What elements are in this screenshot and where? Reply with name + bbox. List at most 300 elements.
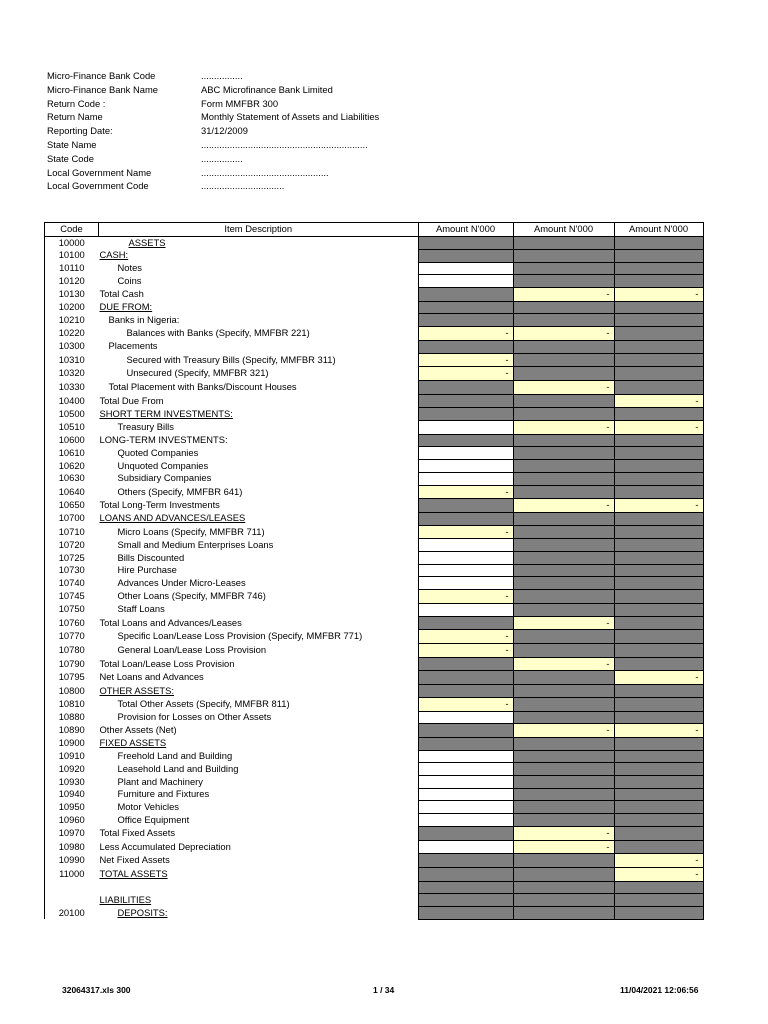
row-description (99, 314, 419, 327)
row-code: 10810 (45, 697, 99, 711)
table-row (45, 353, 704, 367)
amount-cell-2[interactable]: - (513, 657, 614, 671)
table-row (45, 814, 704, 827)
row-code: 10725 (45, 552, 99, 565)
amount-cell-2 (513, 630, 614, 644)
amount-cell-3 (614, 353, 703, 367)
header-field (47, 110, 379, 124)
header-field-label: Local Government Code (47, 180, 149, 192)
row-description-text: Subsidiary Companies (117, 472, 212, 484)
table-row (45, 907, 704, 920)
col-header-description: Item Description (99, 223, 419, 237)
amount-cell-1[interactable]: - (418, 644, 513, 658)
row-description (99, 685, 419, 698)
amount-cell-3[interactable]: - (614, 854, 703, 868)
header-field-label: State Code (47, 152, 94, 164)
amount-cell-3 (614, 512, 703, 525)
row-description-text: TOTAL ASSETS (99, 867, 168, 879)
amount-cell-3 (614, 894, 703, 907)
amount-cell-1 (418, 340, 513, 353)
amount-cell-3 (614, 249, 703, 262)
row-description-text: Micro Loans (Specify, MMFBR 711) (117, 525, 265, 537)
amount-cell-1 (418, 894, 513, 907)
row-description (99, 327, 419, 341)
amount-cell-3 (614, 472, 703, 485)
header-field-label: Return Name (47, 111, 103, 123)
amount-cell-1 (418, 907, 513, 920)
row-code: 10890 (45, 724, 99, 738)
amount-cell-3 (614, 630, 703, 644)
row-description (99, 288, 419, 302)
row-description (99, 236, 419, 249)
col-header-amount-3: Amount N'000 (614, 223, 703, 237)
table-row (45, 840, 704, 854)
row-description-text: SHORT TERM INVESTMENTS: (99, 407, 233, 419)
col-header-code: Code (45, 223, 99, 237)
row-code: 10770 (45, 630, 99, 644)
row-description-text: Furniture and Fixtures (117, 788, 210, 800)
amount-cell-3 (614, 616, 703, 630)
row-description (99, 697, 419, 711)
amount-cell-1[interactable] (418, 421, 513, 435)
amount-cell-3[interactable]: - (614, 421, 703, 435)
amount-cell-1[interactable] (418, 539, 513, 552)
row-description (99, 539, 419, 552)
header-field-label: State Name (47, 138, 97, 150)
table-row (45, 697, 704, 711)
row-description (99, 763, 419, 776)
amount-cell-1[interactable] (418, 776, 513, 789)
table-row (45, 894, 704, 907)
table-row (45, 421, 704, 435)
table-row (45, 394, 704, 408)
row-description (99, 644, 419, 658)
amount-cell-1[interactable] (418, 577, 513, 590)
row-description (99, 724, 419, 738)
amount-cell-3 (614, 327, 703, 341)
amount-cell-1[interactable] (418, 262, 513, 275)
amount-cell-3 (614, 657, 703, 671)
amount-cell-2 (513, 460, 614, 473)
table-row (45, 826, 704, 840)
amount-cell-2 (513, 644, 614, 658)
row-code: 10100 (45, 249, 99, 262)
header-field-value: ABC Microfinance Bank Limited (201, 83, 333, 95)
amount-cell-2 (513, 512, 614, 525)
header-field-label: Reporting Date: (47, 125, 113, 137)
amount-cell-1[interactable] (418, 763, 513, 776)
amount-cell-3 (614, 434, 703, 447)
amount-cell-1 (418, 867, 513, 881)
row-description-text: Total Long-Term Investments (99, 499, 220, 511)
row-description-text: Unsecured (Specify, MMFBR 321) (126, 367, 269, 379)
row-description (99, 881, 419, 894)
amount-cell-3 (614, 881, 703, 894)
amount-cell-1[interactable] (418, 447, 513, 460)
amount-cell-1 (418, 854, 513, 868)
amount-cell-1[interactable] (418, 711, 513, 724)
amount-cell-2 (513, 737, 614, 750)
footer-filename: 32064317.xls 300 (62, 985, 131, 995)
table-row (45, 801, 704, 814)
row-description (99, 460, 419, 473)
table-row (45, 763, 704, 776)
table-row (45, 380, 704, 394)
table-row (45, 288, 704, 302)
row-description-text: Motor Vehicles (117, 800, 179, 812)
row-code: 10130 (45, 288, 99, 302)
amount-cell-2 (513, 590, 614, 604)
amount-cell-3[interactable]: - (614, 288, 703, 302)
amount-cell-3 (614, 460, 703, 473)
amount-cell-1[interactable]: - (418, 327, 513, 341)
row-code: 10990 (45, 854, 99, 868)
amount-cell-2 (513, 881, 614, 894)
amount-cell-1 (418, 616, 513, 630)
amount-cell-2 (513, 697, 614, 711)
table-row (45, 512, 704, 525)
row-description (99, 711, 419, 724)
table-row (45, 434, 704, 447)
amount-cell-3 (614, 539, 703, 552)
row-description-text: Small and Medium Enterprises Loans (117, 538, 274, 550)
amount-cell-1 (418, 724, 513, 738)
amount-cell-3 (614, 525, 703, 539)
row-description-text: Placements (108, 340, 158, 352)
amount-cell-1[interactable] (418, 788, 513, 801)
row-code: 10400 (45, 394, 99, 408)
table-row (45, 750, 704, 763)
table-row (45, 590, 704, 604)
amount-cell-3[interactable]: - (614, 394, 703, 408)
amount-cell-2[interactable]: - (513, 724, 614, 738)
row-code: 10110 (45, 262, 99, 275)
table-row (45, 685, 704, 698)
header-field-value: 31/12/2009 (201, 125, 248, 137)
row-description (99, 262, 419, 275)
amount-cell-3 (614, 408, 703, 421)
amount-cell-3 (614, 801, 703, 814)
row-code: 10510 (45, 421, 99, 435)
row-description (99, 840, 419, 854)
amount-cell-2 (513, 564, 614, 577)
amount-cell-3[interactable]: - (614, 724, 703, 738)
amount-cell-2 (513, 539, 614, 552)
row-description-text: Secured with Treasury Bills (Specify, MMFBR 311) (126, 353, 336, 365)
row-description (99, 671, 419, 685)
amount-cell-1 (418, 685, 513, 698)
table-row (45, 577, 704, 590)
amount-cell-1 (418, 512, 513, 525)
row-code: 10930 (45, 776, 99, 789)
row-code: 10910 (45, 750, 99, 763)
row-code: 10650 (45, 499, 99, 513)
amount-cell-2 (513, 776, 614, 789)
row-description-text: Hire Purchase (117, 564, 177, 576)
row-description-text: Other Assets (Net) (99, 724, 177, 736)
table-row (45, 327, 704, 341)
row-description-text: Total Cash (99, 288, 144, 300)
amount-cell-1[interactable] (418, 750, 513, 763)
table-row (45, 776, 704, 789)
amount-cell-2[interactable]: - (513, 826, 614, 840)
row-description-text: Freehold Land and Building (117, 750, 233, 762)
amount-cell-2 (513, 603, 614, 616)
row-description (99, 249, 419, 262)
header-field-value: ................................................. (201, 166, 329, 178)
header-field-label: Micro-Finance Bank Name (47, 83, 158, 95)
table-row (45, 485, 704, 499)
header-field (47, 166, 379, 180)
row-code: 10330 (45, 380, 99, 394)
amount-cell-3 (614, 763, 703, 776)
row-code: 10970 (45, 826, 99, 840)
row-code: 10710 (45, 525, 99, 539)
amount-cell-1 (418, 657, 513, 671)
amount-cell-3 (614, 603, 703, 616)
table-row (45, 867, 704, 881)
amount-cell-2[interactable]: - (513, 327, 614, 341)
amount-cell-1 (418, 671, 513, 685)
header-field (47, 124, 379, 138)
amount-cell-3 (614, 380, 703, 394)
amount-cell-1 (418, 394, 513, 408)
row-code: 10300 (45, 340, 99, 353)
amount-cell-2[interactable]: - (513, 616, 614, 630)
header-field-value: ................ (201, 70, 243, 81)
table-row (45, 854, 704, 868)
row-description-text: General Loan/Lease Loss Provision (117, 644, 267, 655)
amount-cell-2 (513, 552, 614, 565)
row-description-text: Net Loans and Advances (99, 671, 204, 683)
amount-cell-2 (513, 275, 614, 288)
row-code: 10740 (45, 577, 99, 590)
row-code: 10600 (45, 434, 99, 447)
amount-cell-1 (418, 380, 513, 394)
amount-cell-3 (614, 697, 703, 711)
amount-cell-1[interactable] (418, 801, 513, 814)
table-row (45, 340, 704, 353)
amount-cell-2[interactable]: - (513, 499, 614, 513)
row-code: 10880 (45, 711, 99, 724)
row-code: 10320 (45, 367, 99, 381)
table-row (45, 314, 704, 327)
table-row (45, 301, 704, 314)
amount-cell-1 (418, 434, 513, 447)
row-description (99, 472, 419, 485)
amount-cell-1[interactable]: - (418, 525, 513, 539)
amount-cell-1[interactable]: - (418, 367, 513, 381)
row-description-text: FIXED ASSETS (99, 737, 167, 749)
amount-cell-2 (513, 394, 614, 408)
amount-cell-3 (614, 590, 703, 604)
amount-cell-3 (614, 301, 703, 314)
row-description-text: Others (Specify, MMFBR 641) (117, 485, 243, 497)
amount-cell-2 (513, 577, 614, 590)
row-code: 10000 (45, 236, 99, 249)
row-description-text: Coins (117, 274, 142, 286)
amount-cell-2 (513, 472, 614, 485)
row-description-text: Leasehold Land and Building (117, 762, 239, 774)
amount-cell-1[interactable]: - (418, 590, 513, 604)
row-description-text: Balances with Banks (Specify, MMFBR 221) (126, 327, 310, 339)
table-row (45, 408, 704, 421)
row-code: 20100 (45, 907, 99, 920)
amount-cell-3 (614, 367, 703, 381)
row-description (99, 801, 419, 814)
amount-cell-1 (418, 249, 513, 262)
amount-cell-2 (513, 236, 614, 249)
assets-liabilities-table (44, 222, 704, 920)
amount-cell-1[interactable] (418, 460, 513, 473)
amount-cell-3 (614, 485, 703, 499)
table-row (45, 724, 704, 738)
amount-cell-3[interactable]: - (614, 867, 703, 881)
row-description-text: Banks in Nigeria: (108, 313, 180, 325)
row-description-text: Bills Discounted (117, 551, 185, 563)
row-description-text: ASSETS (128, 236, 166, 248)
table-row (45, 788, 704, 801)
row-description (99, 630, 419, 644)
row-description (99, 394, 419, 408)
row-code: 10950 (45, 801, 99, 814)
amount-cell-1[interactable]: - (418, 630, 513, 644)
row-code: 10960 (45, 814, 99, 827)
header-field-value: Form MMFBR 300 (201, 97, 279, 109)
row-code: 10120 (45, 275, 99, 288)
amount-cell-3[interactable]: - (614, 499, 703, 513)
amount-cell-1 (418, 737, 513, 750)
row-description (99, 867, 419, 881)
row-code: 10630 (45, 472, 99, 485)
amount-cell-1 (418, 499, 513, 513)
row-description (99, 854, 419, 868)
amount-cell-3 (614, 447, 703, 460)
amount-cell-3 (614, 826, 703, 840)
amount-cell-2 (513, 671, 614, 685)
table-row (45, 236, 704, 249)
row-description (99, 750, 419, 763)
amount-cell-1[interactable] (418, 552, 513, 565)
row-description (99, 577, 419, 590)
row-description-text: OTHER ASSETS: (99, 684, 174, 696)
row-description (99, 826, 419, 840)
amount-cell-1[interactable] (418, 603, 513, 616)
amount-cell-2 (513, 301, 614, 314)
amount-cell-2[interactable]: - (513, 840, 614, 854)
row-description (99, 275, 419, 288)
row-description-text: Total Other Assets (Specify, MMFBR 811) (117, 697, 290, 709)
row-description (99, 434, 419, 447)
amount-cell-1 (418, 881, 513, 894)
amount-cell-2 (513, 314, 614, 327)
amount-cell-1[interactable] (418, 275, 513, 288)
table-row (45, 552, 704, 565)
row-description-text: Quoted Companies (117, 446, 199, 458)
row-code: 10940 (45, 788, 99, 801)
table-row (45, 616, 704, 630)
row-description-text: Total Placement with Banks/Discount Houses (108, 380, 297, 392)
amount-cell-3 (614, 788, 703, 801)
amount-cell-3[interactable]: - (614, 671, 703, 685)
amount-cell-2 (513, 485, 614, 499)
amount-cell-2 (513, 685, 614, 698)
amount-cell-3 (614, 840, 703, 854)
amount-cell-1[interactable] (418, 840, 513, 854)
row-code: 10220 (45, 327, 99, 341)
amount-cell-1 (418, 826, 513, 840)
row-description (99, 788, 419, 801)
amount-cell-1[interactable]: - (418, 697, 513, 711)
amount-cell-1[interactable] (418, 564, 513, 577)
amount-cell-1[interactable] (418, 472, 513, 485)
amount-cell-3 (614, 644, 703, 658)
row-description-text: CASH: (99, 249, 129, 261)
amount-cell-3 (614, 907, 703, 920)
col-header-amount-1: Amount N'000 (418, 223, 513, 237)
row-description-text: Unquoted Companies (117, 459, 209, 471)
row-description-text: Advances Under Micro-Leases (117, 576, 246, 588)
amount-cell-2[interactable]: - (513, 288, 614, 302)
row-description (99, 616, 419, 630)
amount-cell-1 (418, 288, 513, 302)
header-field-label: Local Government Name (47, 166, 152, 178)
row-code: 10720 (45, 539, 99, 552)
amount-cell-3 (614, 314, 703, 327)
row-description (99, 590, 419, 604)
row-description-text: Less Accumulated Depreciation (99, 840, 231, 852)
table-row (45, 737, 704, 750)
amount-cell-3 (614, 340, 703, 353)
amount-cell-2 (513, 434, 614, 447)
amount-cell-1 (418, 301, 513, 314)
row-description (99, 894, 419, 907)
amount-cell-2 (513, 854, 614, 868)
row-description-text: LONG-TERM INVESTMENTS: (99, 434, 228, 446)
amount-cell-3 (614, 737, 703, 750)
header-field-value: ................................ (201, 180, 285, 192)
amount-cell-3 (614, 275, 703, 288)
amount-cell-1 (418, 314, 513, 327)
amount-cell-1[interactable]: - (418, 485, 513, 499)
header-field-label: Return Code : (47, 97, 106, 109)
amount-cell-1[interactable]: - (418, 353, 513, 367)
row-description (99, 380, 419, 394)
amount-cell-2[interactable]: - (513, 380, 614, 394)
amount-cell-2 (513, 447, 614, 460)
row-code: 10920 (45, 763, 99, 776)
row-code: 10640 (45, 485, 99, 499)
header-field-value: Monthly Statement of Assets and Liabilities (201, 111, 380, 123)
amount-cell-2[interactable]: - (513, 421, 614, 435)
row-code: 10500 (45, 408, 99, 421)
row-code: 10795 (45, 671, 99, 685)
row-description-text: DUE FROM: (99, 301, 153, 313)
row-description (99, 353, 419, 367)
row-description (99, 512, 419, 525)
row-description-text: Treasury Bills (117, 421, 174, 433)
amount-cell-3 (614, 814, 703, 827)
table-row (45, 671, 704, 685)
table-row (45, 367, 704, 381)
amount-cell-1[interactable] (418, 814, 513, 827)
amount-cell-3 (614, 564, 703, 577)
row-code: 10900 (45, 737, 99, 750)
row-description (99, 408, 419, 421)
col-header-amount-2: Amount N'000 (513, 223, 614, 237)
header-field (47, 83, 379, 97)
row-description-text: LOANS AND ADVANCES/LEASES (99, 512, 246, 524)
